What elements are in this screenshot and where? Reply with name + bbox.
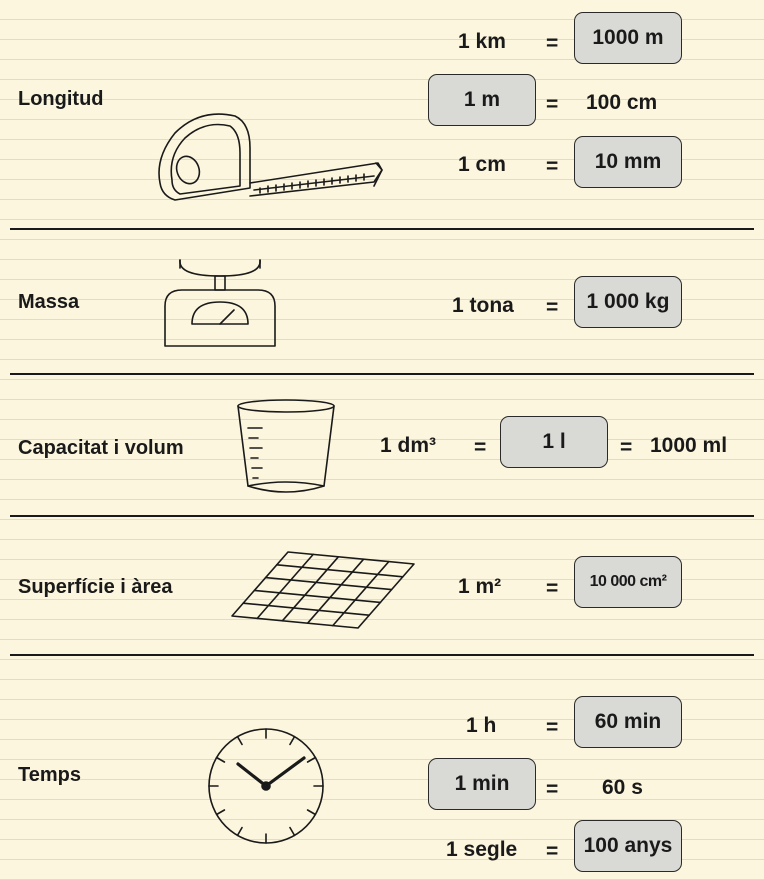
section-label-capacitat-volum: Capacitat i volum — [18, 437, 184, 459]
equals-sign: = — [474, 436, 487, 459]
time-seconds-right: 60 s — [602, 776, 643, 799]
clock-icon — [206, 726, 326, 846]
equals-sign: = — [546, 716, 559, 739]
mass-ton-left: 1 tona — [452, 294, 514, 317]
equals-sign: = — [546, 32, 559, 55]
divider — [10, 373, 754, 375]
length-cm-right: 100 cm — [586, 91, 658, 114]
grid-icon — [230, 550, 420, 630]
equals-sign: = — [546, 155, 559, 178]
section-label-longitud: Longitud — [18, 88, 104, 110]
section-label-temps: Temps — [18, 764, 81, 786]
divider — [10, 228, 754, 230]
volume-ml-right: 1000 ml — [650, 434, 728, 457]
answer-box-10mm[interactable]: 10 mm — [574, 136, 682, 188]
volume-dm3-left: 1 dm³ — [380, 434, 437, 457]
answer-box-1m[interactable]: 1 m — [428, 74, 536, 126]
length-cm-left: 1 cm — [458, 153, 506, 176]
equals-sign: = — [546, 840, 559, 863]
equals-sign: = — [546, 296, 559, 319]
equals-sign: = — [546, 778, 559, 801]
tape-measure-icon — [150, 108, 390, 208]
divider — [10, 654, 754, 656]
divider — [10, 515, 754, 517]
equals-sign: = — [546, 577, 559, 600]
area-m2-left: 1 m² — [458, 575, 502, 598]
time-hour-left: 1 h — [466, 714, 497, 737]
section-label-superficie-area: Superfície i àrea — [18, 576, 173, 598]
time-century-left: 1 segle — [446, 838, 518, 861]
equals-sign: = — [620, 436, 633, 459]
length-km-left: 1 km — [458, 30, 506, 53]
answer-box-1l[interactable]: 1 l — [500, 416, 608, 468]
equals-sign: = — [546, 93, 559, 116]
answer-box-60min[interactable]: 60 min — [574, 696, 682, 748]
section-label-massa: Massa — [18, 291, 80, 313]
measuring-cup-icon — [236, 398, 346, 498]
answer-box-1000m[interactable]: 1000 m — [574, 12, 682, 64]
answer-box-1min[interactable]: 1 min — [428, 758, 536, 810]
answer-box-1000kg[interactable]: 1 000 kg — [574, 276, 682, 328]
scale-icon — [160, 258, 280, 350]
answer-box-10000cm2[interactable]: 10 000 cm² — [574, 556, 682, 608]
answer-box-100anys[interactable]: 100 anys — [574, 820, 682, 872]
